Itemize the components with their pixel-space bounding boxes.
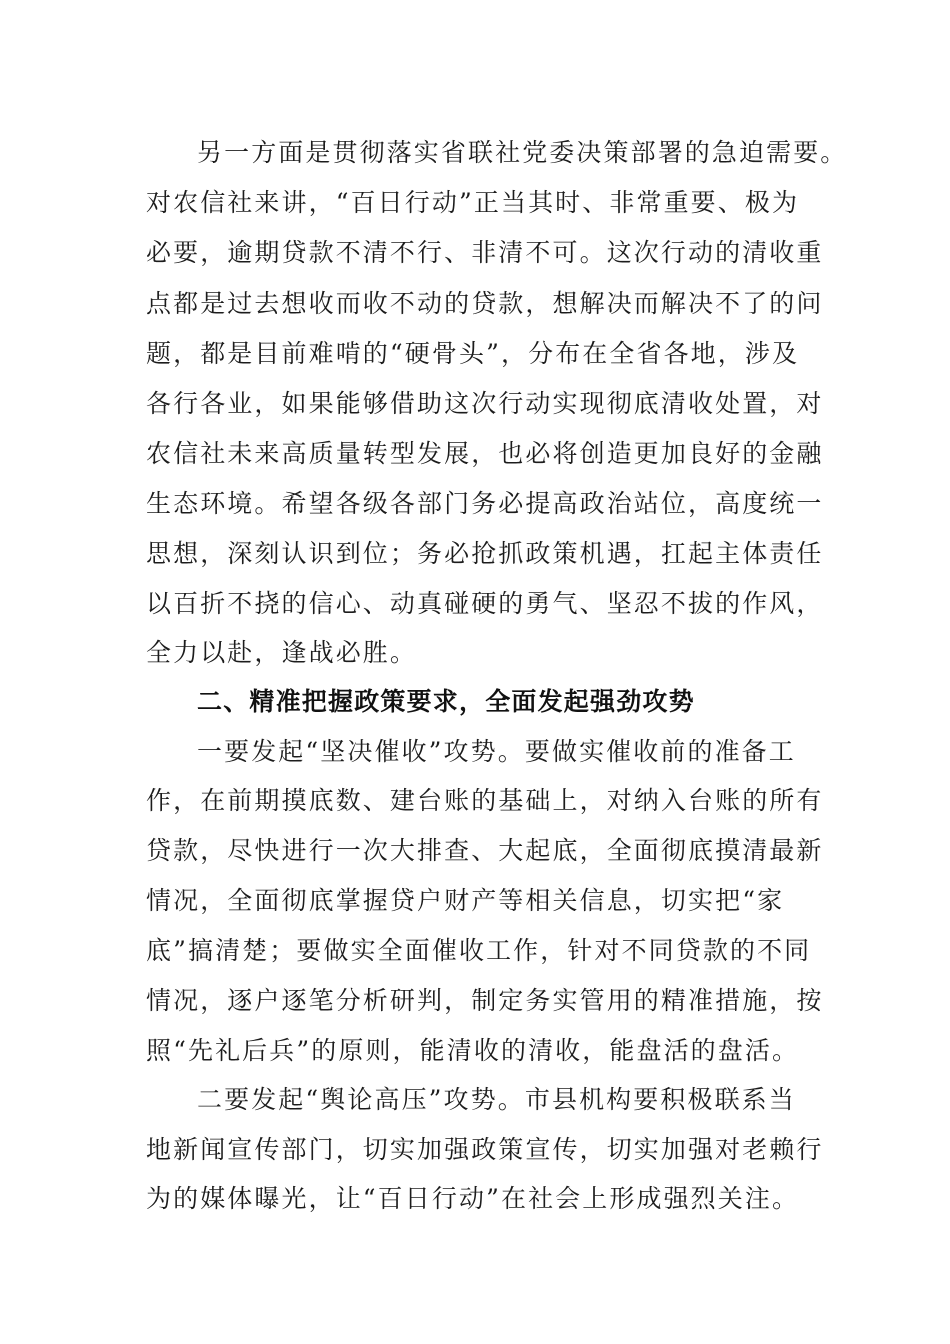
text-line: 以百折不挠的信心、动真碰硬的勇气、坚忍不拔的作风，	[146, 589, 824, 618]
text-line: 作，在前期摸底数、建台账的基础上，对纳入台账的所有	[146, 786, 824, 815]
section-heading: 二、精准把握政策要求，全面发起强劲攻势	[197, 687, 695, 716]
text-line: 对农信社来讲，“百日行动”正当其时、非常重要、极为	[146, 188, 800, 217]
text-line: 情况，逐户逐笔分析研判，制定务实管用的精准措施，按	[146, 986, 824, 1015]
text-line: 地新闻宣传部门，切实加强政策宣传，切实加强对老赖行	[146, 1135, 824, 1164]
text-line: 思想，深刻认识到位；务必抢抓政策机遇，扛起主体责任	[146, 539, 824, 568]
text-line: 农信社未来高质量转型发展，也必将创造更加良好的金融	[146, 439, 824, 468]
text-line: 情况，全面彻底掌握贷户财产等相关信息，切实把“家	[146, 886, 785, 915]
text-line: 题，都是目前难啃的“硬骨头”，分布在全省各地，涉及	[146, 339, 800, 368]
text-line: 必要，逾期贷款不清不行、非清不可。这次行动的清收重	[146, 238, 824, 267]
text-line: 生态环境。希望各级各部门务必提高政治站位，高度统一	[146, 489, 824, 518]
text-line: 点都是过去想收而收不动的贷款，想解决而解决不了的问	[146, 289, 824, 318]
text-line: 为的媒体曝光，让“百日行动”在社会上形成强烈关注。	[146, 1184, 800, 1213]
text-line: 另一方面是贯彻落实省联社党委决策部署的急迫需要。	[197, 138, 848, 167]
text-line: 全力以赴，逢战必胜。	[146, 638, 418, 667]
text-line: 底”搞清楚；要做实全面催收工作，针对不同贷款的不同	[146, 936, 812, 965]
text-line: 贷款，尽快进行一次大排查、大起底，全面彻底摸清最新	[146, 836, 824, 865]
text-line: 一要发起“坚决催收”攻势。要做实催收前的准备工	[197, 737, 796, 766]
text-line: 各行各业，如果能够借助这次行动实现彻底清收处置，对	[146, 389, 824, 418]
text-line: 照“先礼后兵”的原则，能清收的清收，能盘活的盘活。	[146, 1036, 800, 1065]
text-line: 二要发起“舆论高压”攻势。市县机构要积极联系当	[197, 1085, 796, 1114]
